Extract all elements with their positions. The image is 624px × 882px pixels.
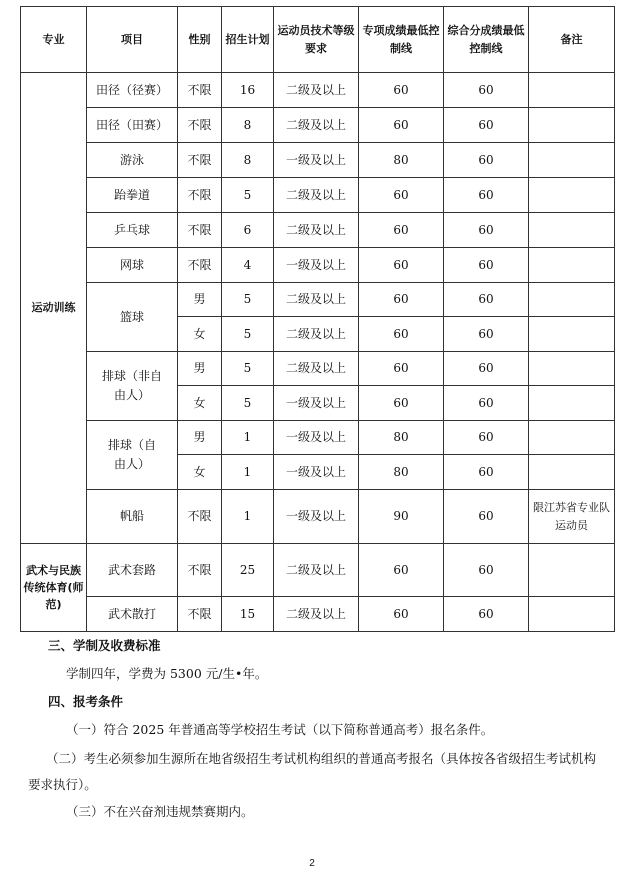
special-cell: 60 [359,544,444,597]
condition-2: （二）考生必须参加生源所在地省级招生考试机构组织的普通高考报名（具体按各省级招生考试机构要求执行）。 [28,751,597,792]
item-cell: 排球（非自由人） [87,352,178,421]
plan-cell: 8 [222,108,274,143]
total-cell: 60 [444,386,529,421]
total-cell: 60 [444,178,529,213]
plan-cell: 1 [222,421,274,455]
gender-cell: 不限 [178,178,222,213]
gender-cell: 男 [178,352,222,386]
total-cell: 60 [444,597,529,632]
level-cell: 二级及以上 [274,178,359,213]
plan-cell: 5 [222,386,274,421]
note-cell [529,317,615,352]
note-cell [529,108,615,143]
gender-cell: 不限 [178,73,222,108]
special-cell: 80 [359,143,444,178]
plan-cell: 4 [222,248,274,283]
total-cell: 60 [444,213,529,248]
level-cell: 一级及以上 [274,455,359,490]
gender-cell: 男 [178,283,222,317]
gender-cell: 女 [178,455,222,490]
header-item: 项目 [87,7,178,73]
note-cell [529,455,615,490]
item-cell: 武术散打 [87,597,178,632]
level-cell: 二级及以上 [274,317,359,352]
table-row [21,248,615,283]
note-cell [529,352,615,386]
special-cell: 60 [359,73,444,108]
total-cell: 60 [444,421,529,455]
special-cell: 60 [359,317,444,352]
special-cell: 60 [359,283,444,317]
header-gender: 性别 [178,7,222,73]
note-cell [529,73,615,108]
gender-cell: 女 [178,386,222,421]
header-special-score: 专项成绩最低控制线 [359,7,444,73]
gender-cell: 不限 [178,490,222,544]
plan-cell: 5 [222,352,274,386]
major-cell: 运动训练 [21,73,87,544]
table-row [21,597,615,632]
item-cell: 篮球 [87,283,178,352]
table-row [21,108,615,143]
header-note: 备注 [529,7,615,73]
gender-cell: 不限 [178,143,222,178]
gender-cell: 不限 [178,597,222,632]
item-cell: 乒乓球 [87,213,178,248]
item-cell: 田径（田赛） [87,108,178,143]
special-cell: 80 [359,455,444,490]
major-cell: 武术与民族传统体育(师范) [21,544,87,632]
level-cell: 二级及以上 [274,213,359,248]
table-row [21,143,615,178]
enrollment-table [20,6,615,632]
gender-cell: 不限 [178,108,222,143]
plan-cell: 1 [222,490,274,544]
plan-cell: 25 [222,544,274,597]
item-cell: 跆拳道 [87,178,178,213]
gender-cell: 男 [178,421,222,455]
level-cell: 二级及以上 [274,544,359,597]
item-cell: 武术套路 [87,544,178,597]
table-row [21,283,615,317]
plan-cell: 16 [222,73,274,108]
item-cell: 网球 [87,248,178,283]
total-cell: 60 [444,283,529,317]
special-cell: 60 [359,352,444,386]
table-row [21,352,615,386]
table-header-row [21,7,615,73]
note-cell: 限江苏省专业队运动员 [529,490,615,544]
level-cell: 二级及以上 [274,108,359,143]
level-cell: 二级及以上 [274,352,359,386]
special-cell: 60 [359,386,444,421]
special-cell: 60 [359,213,444,248]
condition-3: （三）不在兴奋剂违规禁赛期内。 [66,804,254,819]
total-cell: 60 [444,544,529,597]
note-cell [529,386,615,421]
item-cell: 排球（自由人） [87,421,178,490]
total-cell: 60 [444,352,529,386]
note-cell [529,283,615,317]
table-row [21,544,615,597]
note-cell [529,248,615,283]
table-row [21,213,615,248]
plan-cell: 1 [222,455,274,490]
total-cell: 60 [444,317,529,352]
level-cell: 二级及以上 [274,73,359,108]
note-cell [529,421,615,455]
plan-cell: 8 [222,143,274,178]
special-cell: 60 [359,108,444,143]
total-cell: 60 [444,108,529,143]
item-cell: 帆船 [87,490,178,544]
section-3-body: 学制四年，学费为 5300 元/生•年。 [66,666,268,681]
table-row [21,178,615,213]
section-4-heading: 四、报考条件 [48,694,124,709]
special-cell: 60 [359,178,444,213]
total-cell: 60 [444,143,529,178]
special-cell: 60 [359,597,444,632]
level-cell: 二级及以上 [274,597,359,632]
level-cell: 一级及以上 [274,421,359,455]
total-cell: 60 [444,455,529,490]
page-number: 2 [309,858,315,869]
note-cell [529,178,615,213]
table-row [21,73,615,108]
header-plan: 招生计划 [222,7,274,73]
note-cell [529,597,615,632]
plan-cell: 5 [222,178,274,213]
total-cell: 60 [444,490,529,544]
plan-cell: 15 [222,597,274,632]
total-cell: 60 [444,248,529,283]
level-cell: 一级及以上 [274,490,359,544]
level-cell: 一级及以上 [274,386,359,421]
plan-cell: 6 [222,213,274,248]
note-cell [529,544,615,597]
level-cell: 一级及以上 [274,143,359,178]
table-row [21,421,615,455]
gender-cell: 不限 [178,248,222,283]
level-cell: 一级及以上 [274,248,359,283]
total-cell: 60 [444,73,529,108]
section-3-heading: 三、学制及收费标准 [48,638,161,653]
header-total-score: 综合分成绩最低控制线 [444,7,529,73]
plan-cell: 5 [222,283,274,317]
item-cell: 游泳 [87,143,178,178]
condition-1: （一）符合 2025 年普通高等学校招生考试（以下简称普通高考）报名条件。 [66,722,494,737]
gender-cell: 不限 [178,544,222,597]
gender-cell: 女 [178,317,222,352]
special-cell: 60 [359,248,444,283]
special-cell: 90 [359,490,444,544]
header-level: 运动员技术等级要求 [274,7,359,73]
note-cell [529,143,615,178]
note-cell [529,213,615,248]
level-cell: 二级及以上 [274,283,359,317]
item-cell: 田径（径赛） [87,73,178,108]
plan-cell: 5 [222,317,274,352]
gender-cell: 不限 [178,213,222,248]
special-cell: 80 [359,421,444,455]
header-major: 专业 [21,7,87,73]
table-row [21,490,615,544]
